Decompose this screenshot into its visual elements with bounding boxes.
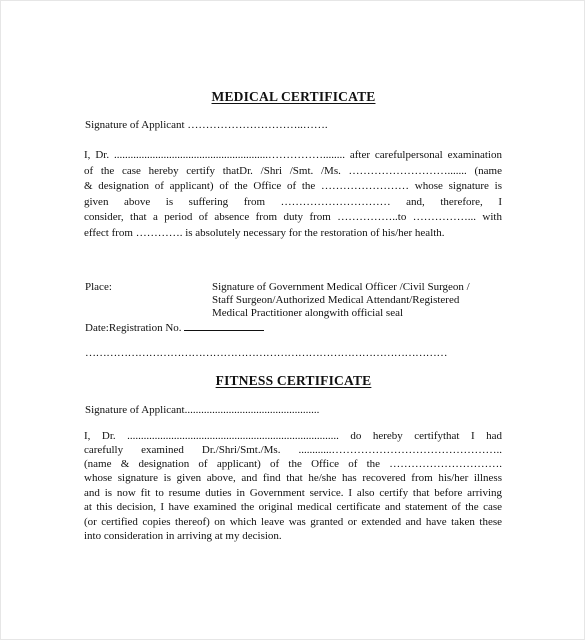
officer-signature-line-2: Staff Surgeon/Authorized Medical Attendant/Registered [212, 294, 460, 307]
fitness-paragraph-line-6: at this decision, I have examined the original medical certificate and statement of the case [84, 501, 502, 513]
date-registration-label: Date:Registration No. [85, 322, 182, 334]
registration-number-blank [184, 320, 264, 331]
officer-signature-line-3: Medical Practitioner alongwith official seal [212, 307, 404, 320]
medical-paragraph-line-3: & designation of applicant) of the Office of the …………………… whose signature is [84, 180, 502, 192]
medical-paragraph-line-5: consider, that a period of absence from duty from ……………..to ……………... with [84, 211, 502, 223]
fitness-applicant-signature: Signature of Applicant................................................. [85, 404, 320, 416]
officer-signature-block [212, 281, 502, 321]
medical-paragraph-line-2: of the case hereby certify thatDr. /Shri /Smt. /Ms. ………………………....... (name [84, 165, 502, 177]
section-separator: ………………………………………………………………………………………… [85, 347, 448, 359]
date-registration-row [85, 320, 264, 336]
medical-paragraph-line-4: given above is suffering from ………………………… and, therefore, I [84, 196, 502, 208]
medical-paragraph-line-1: I, Dr. ........................................................……………........ after carefulpersonal examination [84, 149, 502, 161]
fitness-certificate-title: FITNESS CERTIFICATE [215, 373, 372, 388]
fitness-paragraph-line-1: I, Dr. ............................................................................. do hereby certifythat I had [84, 430, 502, 442]
fitness-paragraph-line-5: and is now fit to resume duties in Government service. I also certify that before arriving [84, 487, 502, 499]
fitness-paragraph-line-3: (name & designation of applicant) of the Office of the …………………………. [84, 458, 502, 470]
fitness-paragraph-line-2: carefully examined Dr./Shri/Smt./Ms. ............……………………………………….. [84, 444, 502, 456]
officer-signature-line-1: Signature of Government Medical Officer /Civil Surgeon / [212, 281, 470, 293]
fitness-paragraph-line-4: whose signature is given above, and find that he/she has recovered from his/her illness [84, 472, 502, 484]
fitness-paragraph-line-8: into consideration in arriving at my decision. [84, 530, 282, 542]
medical-certificate-title: MEDICAL CERTIFICATE [211, 89, 376, 104]
place-label: Place: [85, 281, 112, 293]
fitness-paragraph-line-7: (or certified copies thereof) on which leave was granted or extended and have taken these [84, 516, 502, 528]
medical-paragraph-line-6: effect from …………. is absolutely necessary for the restoration of his/her health. [84, 227, 445, 239]
medical-applicant-signature: Signature of Applicant …………………………..……. [85, 119, 328, 131]
